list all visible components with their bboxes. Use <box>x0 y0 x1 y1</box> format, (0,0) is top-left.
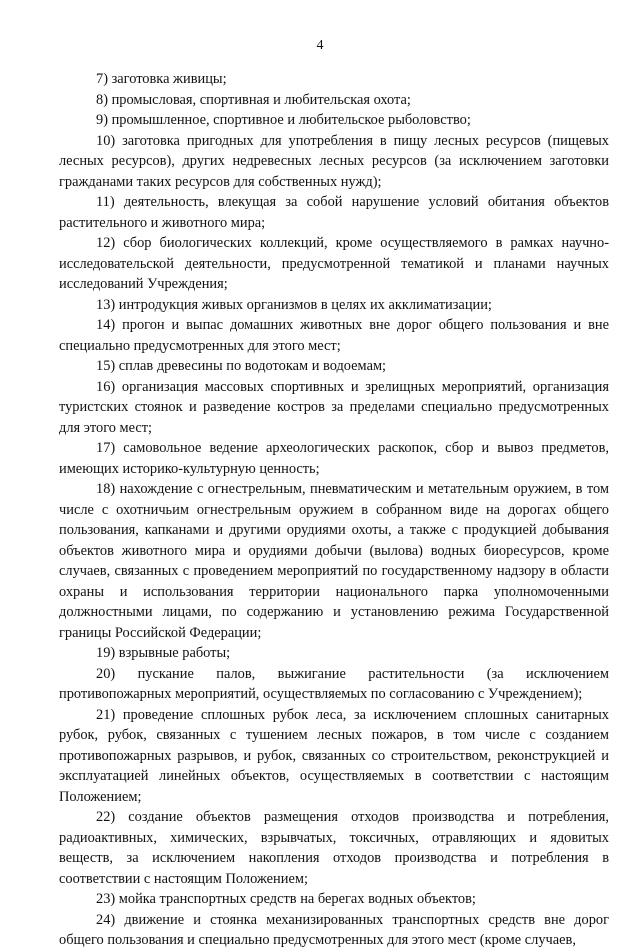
list-item: 22) создание объектов размещения отходов производства и потребления, радиоактивных, химических, взрывчатых, токсичных, отравляющих и ядовитых веществ, за исключением накопления отходов производства и потребления в соответствии с настоящим Положением; <box>59 809 609 887</box>
list-item: 7) заготовка живицы; <box>96 71 227 87</box>
list-item: 20) пускание палов, выжигание растительности (за исключением противопожарных мероприятий, осуществляемых по согласованию с Учреждением); <box>59 665 609 702</box>
document-body <box>59 69 609 951</box>
list-item: 12) сбор биологических коллекций, кроме осуществляемого в рамках научно-исследовательской деятельности, предусмотренной тематикой и планами научных исследований Учреждения; <box>59 235 609 292</box>
list-item: 8) промысловая, спортивная и любительская охота; <box>96 91 411 108</box>
list-item: 18) нахождение с огнестрельным, пневматическим и метательным оружием, в том числе с охотничьим огнестрельным оружием в собранном виде на дорогах общего пользования, капканами и другими орудиями охоты, а также с продукцией добывания объектов животного мира и орудиями добычи (вылова) водных биоресурсов, кроме случаев, связанных с проведением мероприятий по государственному надзору в области охраны и использования территории национального парка уполномоченными должностными лицами, по содержанию и установлению режима Государственной границы Российской Федерации; <box>59 481 609 641</box>
list-item: 11) деятельность, влекущая за собой нарушение условий обитания объектов растительного и животного мира; <box>59 194 609 231</box>
list-item: 23) мойка транспортных средств на берегах водных объектов; <box>96 891 476 907</box>
list-item: 16) организация массовых спортивных и зрелищных мероприятий, организация туристских стоянок и разведение костров за пределами специально предусмотренных для этого мест; <box>59 378 609 436</box>
list-item: 21) проведение сплошных рубок леса, за исключением сплошных санитарных рубок, рубок, связанных с тушением лесных пожаров, в том числе с созданием противопожарных разрывов, и рубок, связанных со строительством, реконструкцией и эксплуатацией линейных объектов, осуществляемых в соответствии с настоящим Положением; <box>59 706 609 805</box>
list-item: 10) заготовка пригодных для употребления в пищу лесных ресурсов (пищевых лесных ресурсов), других недревесных лесных ресурсов (за исключением заготовки гражданами таких ресурсов для собственных нужд); <box>59 132 609 190</box>
page-number: 4 <box>316 38 324 53</box>
list-item: 15) сплав древесины по водотокам и водоемам; <box>96 358 387 374</box>
list-item: 17) самовольное ведение археологических раскопок, сбор и вывоз предметов, имеющих историко-культурную ценность; <box>59 440 609 477</box>
list-item: 13) интродукция живых организмов в целях их акклиматизации; <box>96 296 492 313</box>
list-item: 24) движение и стоянка механизированных транспортных средств вне дорог общего пользования и специально предусмотренных для этого мест (кроме случаев, <box>59 911 609 948</box>
list-item: 19) взрывные работы; <box>96 645 231 661</box>
list-item: 9) промышленное, спортивное и любительское рыболовство; <box>96 112 471 128</box>
list-item: 14) прогон и выпас домашних животных вне дорог общего пользования и вне специально предусмотренных для этого мест; <box>59 317 609 354</box>
